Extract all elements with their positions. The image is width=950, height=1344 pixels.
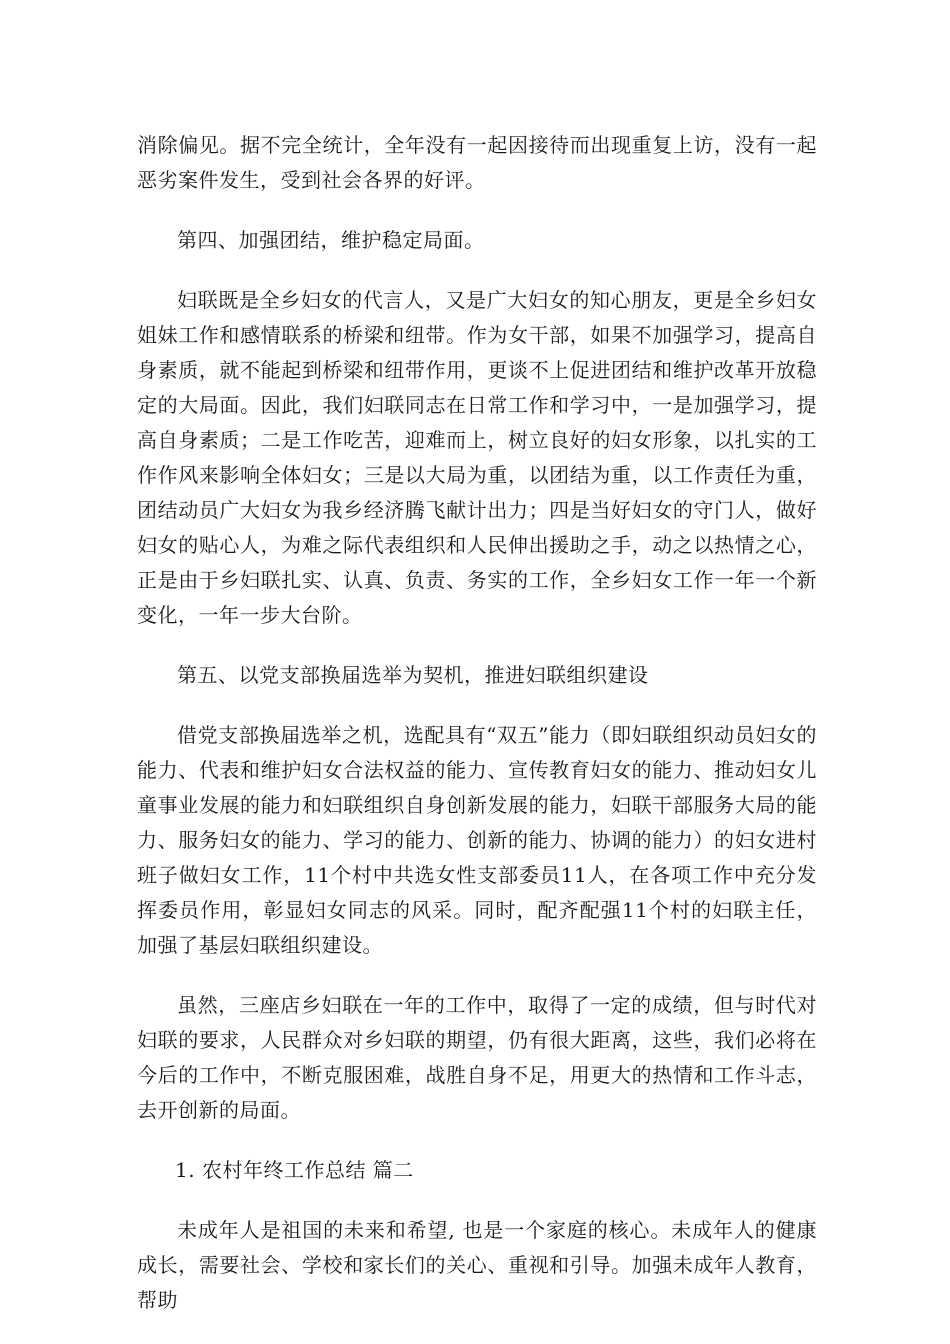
- section-title-part-two: 1. 农村年终工作总结 篇二: [175, 1158, 414, 1182]
- paragraph-continued: 消除偏见。据不完全统计，全年没有一起因接待而出现重复上访，没有一起恶劣案件发生，受到社会各界的好评。: [137, 133, 817, 192]
- section-heading-fifth: 第五、以党支部换届选举为契机，推进妇联组织建设: [177, 663, 649, 687]
- paragraph-conclusion: 虽然，三座店乡妇联在一年的工作中，取得了一定的成绩，但与时代对妇联的要求，人民群众对乡妇联的期望，仍有很大距离，这些，我们必将在今后的工作中，不断克服困难，战胜自身不足，用更大的热情和工作斗志，去开创新的局面。: [137, 993, 817, 1122]
- paragraph-minors: 未成年人是祖国的未来和希望, 也是一个家庭的核心。未成年人的健康成长，需要社会、学校和家长们的关心、重视和引导。加强未成年人教育，帮助: [137, 1218, 817, 1312]
- paragraph-unity: 妇联既是全乡妇女的代言人，又是广大妇女的知心朋友，更是全乡妇女姐妹工作和感情联系的桥梁和纽带。作为女干部，如果不加强学习，提高自身素质，就不能起到桥梁和纽带作用，更谈不上促进团结和维护改革开放稳定的大局面。因此，我们妇联同志在日常工作和学习中，一是加强学习，提高自身素质；二是工作吃苦，迎难而上，树立良好的妇女形象，以扎实的工作作风来影响全体妇女；三是以大局为重，以团结为重，以工作责任为重，团结动员广大妇女为我乡经济腾飞献计出力；四是当好妇女的守门人，做好妇女的贴心人，为难之际代表组织和人民伸出援助之手，动之以热情之心，正是由于乡妇联扎实、认真、负责、务实的工作，全乡妇女工作一年一个新变化，一年一步大台阶。: [137, 288, 817, 627]
- document-body: [137, 128, 817, 1318]
- section-heading-fourth: 第四、加强团结，维护稳定局面。: [177, 228, 485, 252]
- paragraph-organization: 借党支部换届选举之机，选配具有“双五”能力（即妇联组织动员妇女的能力、代表和维护妇女合法权益的能力、宣传教育妇女的能力、推动妇女儿童事业发展的能力和妇联组织自身创新发展的能力，妇联干部服务大局的能力、服务妇女的能力、学习的能力、创新的能力、协调的能力）的妇女进村班子做妇女工作，11个村中共选女性支部委员11人，在各项工作中充分发挥委员作用，彰显妇女同志的风采。同时，配齐配强11个村的妇联主任，加强了基层妇联组织建设。: [137, 723, 817, 957]
